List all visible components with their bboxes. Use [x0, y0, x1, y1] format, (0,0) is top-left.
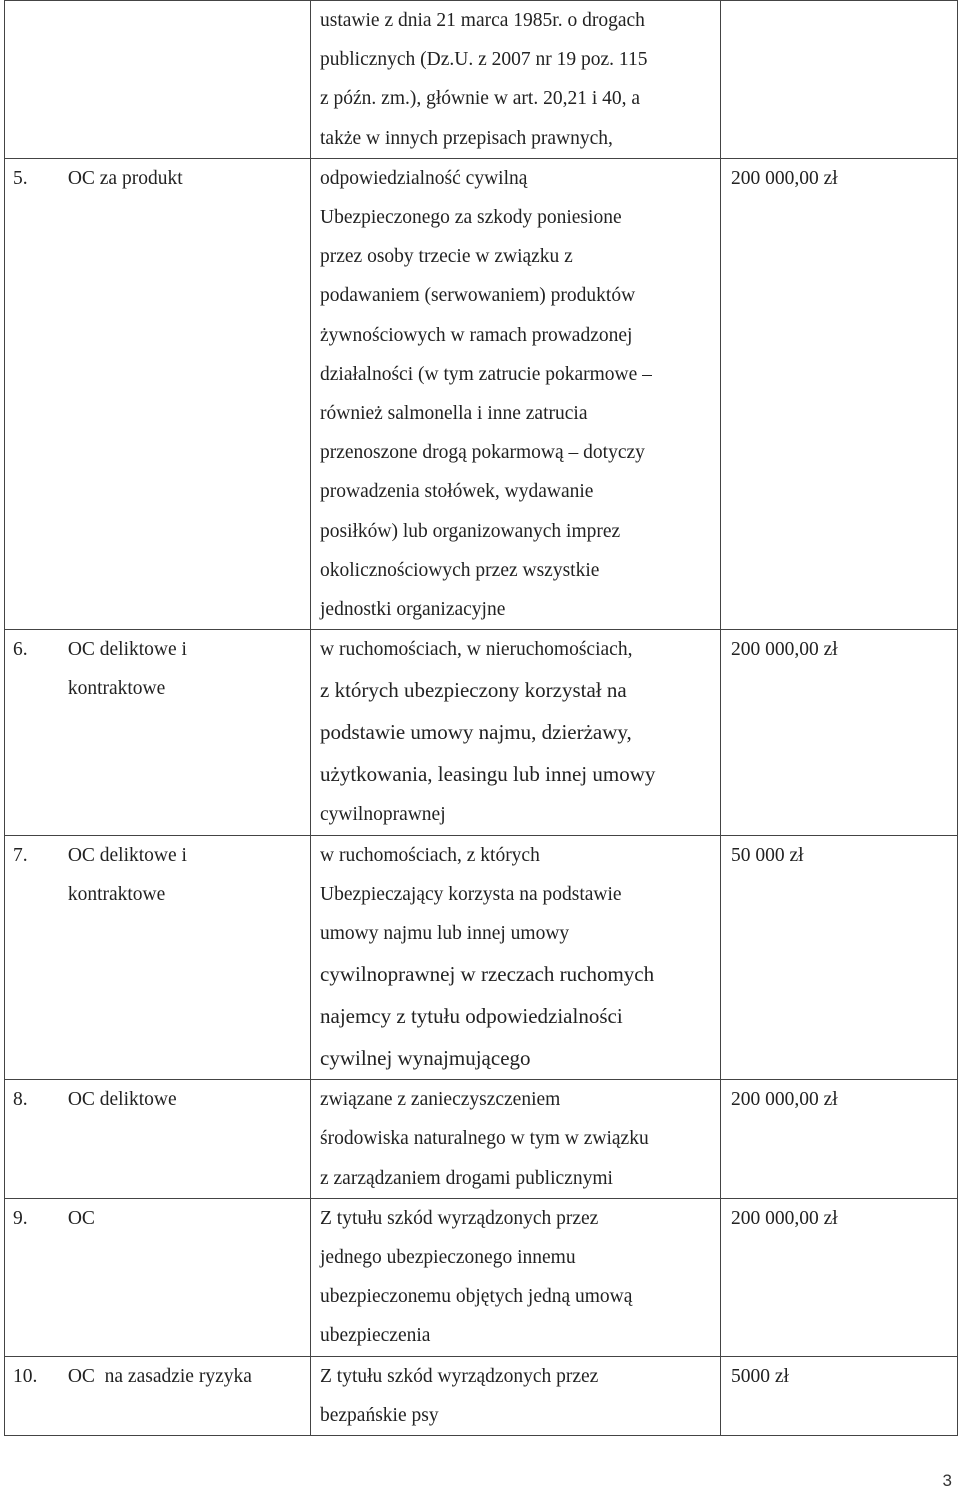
- description-line: ubezpieczonemu objętych jedną umową: [320, 1286, 633, 1308]
- category-cell: [5, 1, 311, 159]
- description-line: także w innych przepisach prawnych,: [320, 127, 613, 149]
- page-number: 3: [942, 1471, 952, 1490]
- description-cell: [311, 1356, 721, 1435]
- table-row: [5, 1080, 958, 1199]
- description-cell: [311, 1198, 721, 1356]
- category-name: kontraktowe: [67, 883, 166, 905]
- description-line: okolicznościowych przez wszystkie: [320, 559, 600, 581]
- description-line: przenoszone drogą pokarmową – dotyczy: [320, 442, 645, 464]
- table-row: [5, 835, 958, 1080]
- description-line: przez osoby trzecie w związku z: [320, 246, 573, 268]
- category-name: OC za produkt: [67, 167, 183, 189]
- category-name: OC na zasadzie ryzyka: [67, 1365, 252, 1387]
- description-line: prowadzenia stołówek, wydawanie: [320, 481, 594, 503]
- description-line: w ruchomościach, w nieruchomościach,: [320, 639, 633, 661]
- description-line: cywilnoprawnej: [320, 804, 446, 826]
- category-name: OC deliktowe i: [67, 844, 187, 866]
- description-cell: [311, 1, 721, 159]
- description-line: odpowiedzialność cywilną: [320, 167, 528, 189]
- amount-cell: [721, 1080, 958, 1199]
- amount-cell: [721, 1198, 958, 1356]
- row-number: 9.: [13, 1207, 28, 1229]
- description-line: cywilnoprawnej w rzeczach ruchomych: [320, 962, 655, 987]
- category-cell: [5, 158, 311, 629]
- amount-value: 5000 zł: [731, 1365, 789, 1387]
- description-line: działalności (w tym zatrucie pokarmowe –: [320, 363, 652, 385]
- row-number: 10.: [13, 1365, 38, 1387]
- category-cell: [5, 1198, 311, 1356]
- description-line: jednostki organizacyjne: [320, 599, 506, 621]
- description-line: jednego ubezpieczonego innemu: [320, 1247, 576, 1269]
- description-line: publicznych (Dz.U. z 2007 nr 19 poz. 115: [320, 49, 648, 71]
- description-line: podawaniem (serwowaniem) produktów: [320, 285, 636, 307]
- description-line: związane z zanieczyszczeniem: [320, 1089, 561, 1111]
- row-number: 8.: [13, 1089, 28, 1111]
- category-name: kontraktowe: [67, 678, 166, 700]
- amount-cell: [721, 158, 958, 629]
- amount-value: 200 000,00 zł: [731, 1089, 838, 1111]
- description-line: ubezpieczenia: [320, 1325, 431, 1347]
- amount-cell: [721, 630, 958, 835]
- description-line: Ubezpieczonego za szkody poniesione: [320, 207, 622, 229]
- description-line: Z tytułu szkód wyrządzonych przez: [320, 1365, 599, 1387]
- description-cell: [311, 1080, 721, 1199]
- amount-value: 200 000,00 zł: [731, 639, 838, 661]
- description-cell: [311, 158, 721, 629]
- description-line: użytkowania, leasingu lub innej umowy: [320, 762, 656, 787]
- category-cell: [5, 835, 311, 1080]
- description-line: z późn. zm.), głównie w art. 20,21 i 40, a: [320, 88, 641, 110]
- table-row: [5, 1198, 958, 1356]
- category-name: OC deliktowe: [67, 1089, 177, 1111]
- description-line: bezpańskie psy: [320, 1404, 439, 1426]
- description-line: żywnościowych w ramach prowadzonej: [320, 324, 633, 346]
- description-line: Ubezpieczający korzysta na podstawie: [320, 883, 622, 905]
- table-row: [5, 630, 958, 835]
- amount-cell: [721, 1356, 958, 1435]
- table-row: [5, 1, 958, 159]
- category-cell: [5, 1080, 311, 1199]
- amount-value: 200 000,00 zł: [731, 1207, 838, 1229]
- description-line: umowy najmu lub innej umowy: [320, 923, 570, 945]
- row-number: 5.: [13, 167, 28, 189]
- description-line: podstawie umowy najmu, dzierżawy,: [320, 720, 632, 745]
- description-line: posiłków) lub organizowanych imprez: [320, 520, 621, 542]
- amount-cell: [721, 835, 958, 1080]
- table-row: [5, 158, 958, 629]
- description-line: z zarządzaniem drogami publicznymi: [320, 1167, 613, 1189]
- row-number: 6.: [13, 639, 28, 661]
- description-line: ustawie z dnia 21 marca 1985r. o drogach: [320, 10, 645, 31]
- description-line: cywilnej wynajmującego: [320, 1046, 531, 1071]
- table-row: [5, 1356, 958, 1435]
- description-cell: [311, 835, 721, 1080]
- description-line: środowiska naturalnego w tym w związku: [320, 1128, 649, 1150]
- amount-cell: [721, 1, 958, 159]
- description-cell: [311, 630, 721, 835]
- category-name: OC: [67, 1207, 95, 1229]
- category-cell: [5, 630, 311, 835]
- description-line: najemcy z tytułu odpowiedzialności: [320, 1004, 623, 1029]
- amount-value: 200 000,00 zł: [731, 167, 838, 189]
- insurance-coverage-table: [4, 0, 958, 1436]
- row-number: 7.: [13, 844, 28, 866]
- amount-value: 50 000 zł: [731, 844, 804, 866]
- description-line: również salmonella i inne zatrucia: [320, 403, 588, 425]
- description-line: z których ubezpieczony korzystał na: [320, 678, 627, 703]
- category-cell: [5, 1356, 311, 1435]
- description-line: w ruchomościach, z których: [320, 844, 540, 866]
- description-line: Z tytułu szkód wyrządzonych przez: [320, 1207, 599, 1229]
- category-name: OC deliktowe i: [67, 639, 187, 661]
